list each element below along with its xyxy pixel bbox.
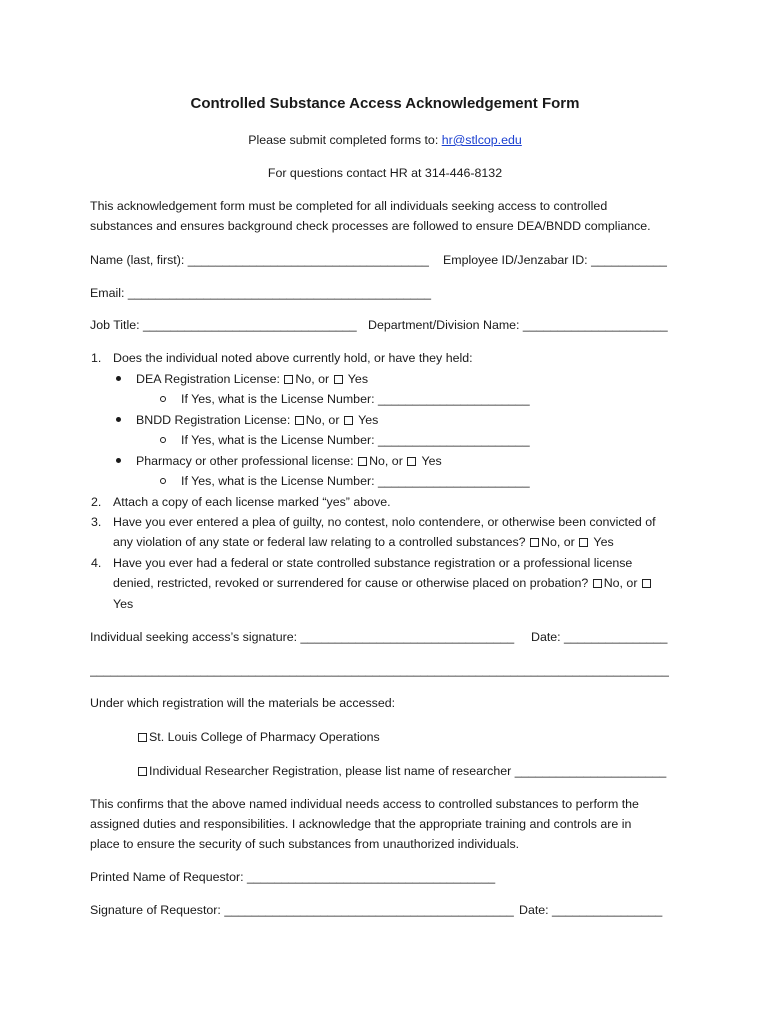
yes-label: Yes (354, 413, 379, 427)
dea-license-number-field[interactable]: If Yes, what is the License Number: ______________________ (181, 392, 530, 406)
questions-contact-line: For questions contact HR at 314-446-8132 (267, 166, 503, 180)
dea-license-row (136, 371, 368, 387)
submit-prefix: Please submit completed forms to: (248, 133, 442, 147)
q2-number: 2. (91, 495, 102, 509)
bndd-no-checkbox[interactable] (295, 416, 304, 425)
requestor-signature-field[interactable]: Signature of Requestor: __________________________________________ (90, 903, 514, 917)
no-label: No, or (369, 454, 407, 468)
no-label: No, or (603, 576, 641, 590)
q4-line-2 (113, 575, 653, 591)
q2-text: Attach a copy of each license marked “yes” above. (113, 495, 391, 509)
bullet-icon (116, 371, 121, 387)
name-field[interactable]: Name (last, first): ___________________________________ (90, 253, 429, 267)
q1-text: Does the individual noted above currently hold, or have they held: (113, 351, 473, 365)
yes-label: Yes (590, 535, 614, 549)
hr-email-link[interactable]: hr@stlcop.edu (441, 133, 522, 147)
bndd-license-number-field[interactable]: If Yes, what is the License Number: ______________________ (181, 433, 530, 447)
dea-yes-checkbox[interactable] (334, 375, 343, 384)
q4-number: 4. (91, 556, 102, 570)
dea-no-checkbox[interactable] (284, 375, 293, 384)
no-label: No, or (295, 372, 333, 386)
registration-option-operations[interactable] (137, 729, 380, 745)
requestor-date-field[interactable]: Date: ________________ (519, 903, 663, 917)
intro-line-2: substances and ensures background check processes are followed to ensure DEA/BNDD compliance. (90, 219, 651, 233)
confirmation-line-1: This confirms that the above named individual needs access to controlled substances to perform the (90, 797, 639, 811)
pharmacy-label: Pharmacy or other professional license: (136, 454, 358, 468)
q3-line-1: Have you ever entered a plea of guilty, no contest, nolo contendere, or otherwise been convicted of (113, 515, 656, 529)
registration-question: Under which registration will the materials be accessed: (90, 696, 396, 710)
submit-line (0, 132, 770, 148)
researcher-label: Individual Researcher Registration, please list name of researcher ______________________ (149, 764, 667, 778)
page-title: Controlled Substance Access Acknowledgement Form (190, 95, 580, 112)
q1-number: 1. (91, 351, 102, 365)
q3-number: 3. (91, 515, 102, 529)
intro-line-1: This acknowledgement form must be completed for all individuals seeking access to controlled (90, 199, 608, 213)
hollow-bullet-icon (160, 473, 166, 489)
yes-label: Yes (418, 454, 442, 468)
q4-yes-checkbox[interactable] (642, 579, 651, 588)
bullet-icon (116, 412, 121, 428)
no-label: No, or (541, 535, 579, 549)
individual-signature-field[interactable]: Individual seeking access’s signature: _______________________________ (90, 630, 515, 644)
employee-id-field[interactable]: Employee ID/Jenzabar ID: ___________ (443, 253, 667, 267)
operations-checkbox[interactable] (138, 733, 147, 742)
confirmation-line-2: assigned duties and responsibilities. I acknowledge that the appropriate training and controls are in (90, 817, 632, 831)
q3-no-checkbox[interactable] (530, 538, 539, 547)
q4-yes-label: Yes (113, 597, 134, 611)
email-field[interactable]: Email: ____________________________________________ (90, 286, 432, 300)
job-title-field[interactable]: Job Title: _______________________________ (90, 318, 357, 332)
operations-label: St. Louis College of Pharmacy Operations (149, 730, 380, 744)
yes-label: Yes (344, 372, 369, 386)
q4-line-1: Have you ever had a federal or state controlled substance registration or a professional license (113, 556, 633, 570)
q3-line-2-text: any violation of any state or federal law relating to a controlled substances? (113, 535, 530, 549)
dea-label: DEA Registration License: (136, 372, 284, 386)
pharmacy-yes-checkbox[interactable] (407, 457, 416, 466)
registration-option-researcher[interactable] (137, 763, 666, 779)
hollow-bullet-icon (160, 432, 166, 448)
q3-yes-checkbox[interactable] (579, 538, 588, 547)
confirmation-line-3: place to ensure the security of such substances from unauthorized individuals. (90, 837, 520, 851)
bndd-label: BNDD Registration License: (136, 413, 294, 427)
pharmacy-license-row (136, 453, 442, 469)
no-label: No, or (305, 413, 343, 427)
pharmacy-license-number-field[interactable]: If Yes, what is the License Number: ______________________ (181, 474, 530, 488)
researcher-checkbox[interactable] (138, 767, 147, 776)
q4-line-2-text: denied, restricted, revoked or surrendered for cause or otherwise placed on probation? (113, 576, 592, 590)
requestor-printed-name-field[interactable]: Printed Name of Requestor: ____________________________________ (90, 870, 496, 884)
bullet-icon (116, 453, 121, 469)
bndd-license-row (136, 412, 378, 428)
department-field[interactable]: Department/Division Name: _____________________ (368, 318, 668, 332)
separator-line: ____________________________________________________________________________________ (90, 663, 669, 677)
bndd-yes-checkbox[interactable] (344, 416, 353, 425)
q4-no-checkbox[interactable] (593, 579, 602, 588)
individual-date-field[interactable]: Date: _______________ (531, 630, 668, 644)
q3-line-2 (113, 534, 614, 550)
pharmacy-no-checkbox[interactable] (358, 457, 367, 466)
hollow-bullet-icon (160, 391, 166, 407)
